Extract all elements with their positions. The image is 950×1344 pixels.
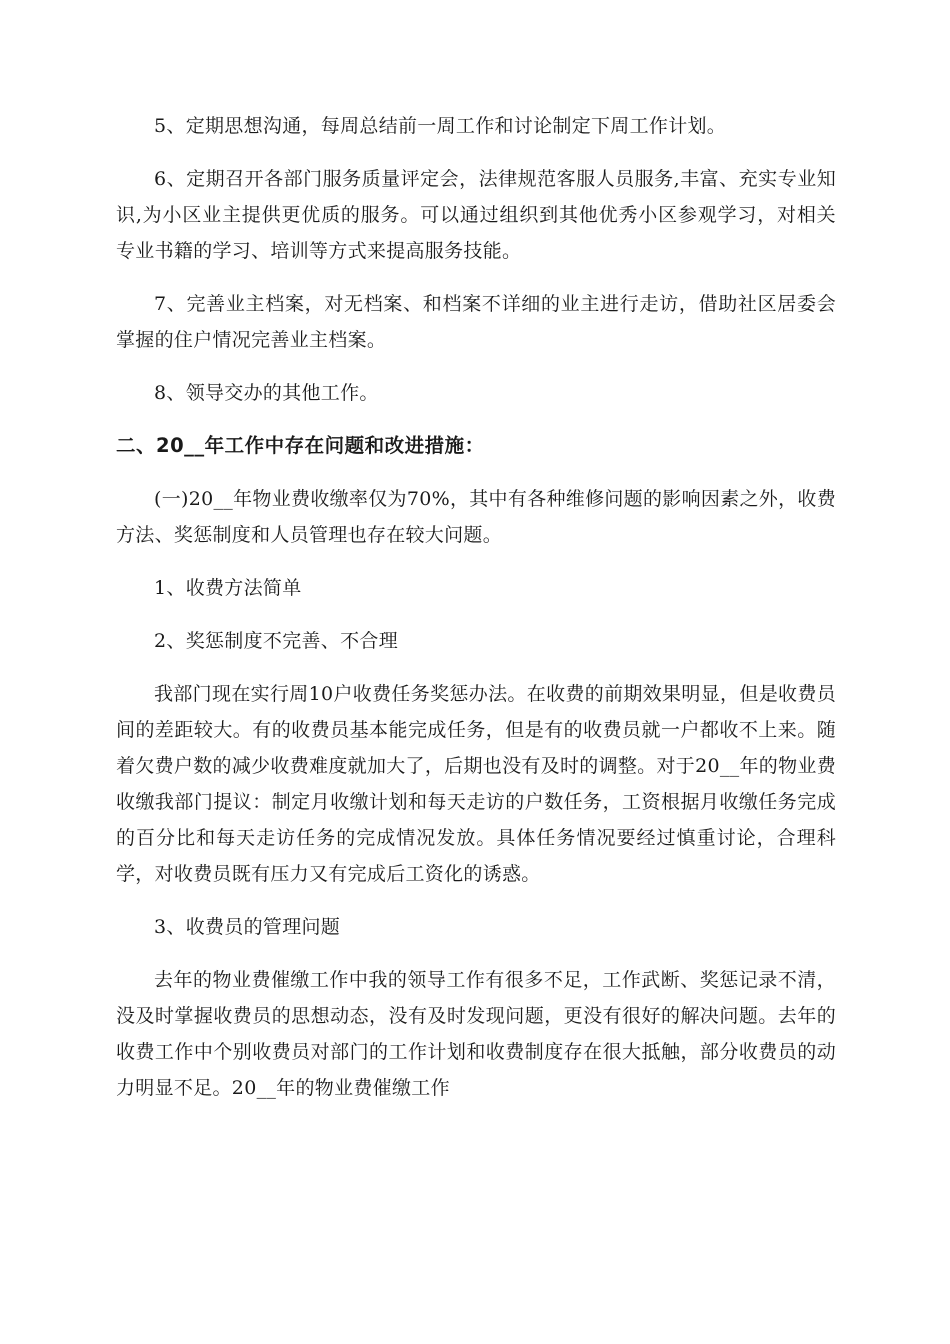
paragraph-item-6: 6、定期召开各部门服务质量评定会，法律规范客服人员服务,丰富、充实专业知识,为小区业主提供更优质的服务。可以通过组织到其他优秀小区参观学习，对相关专业书籍的学习、培训等方式来提高服务技能。 bbox=[116, 168, 836, 262]
paragraph-sub-item-1: 1、收费方法简单 bbox=[154, 577, 302, 599]
paragraph-sub-item-3: 3、收费员的管理问题 bbox=[154, 916, 341, 938]
paragraph-item-7: 7、完善业主档案，对无档案、和档案不详细的业主进行走访，借助社区居委会掌握的住户情况完善业主档案。 bbox=[116, 293, 836, 351]
paragraph-collection-rate: (一)20__年物业费收缴率仅为70%，其中有各种维修问题的影响因素之外，收费方法、奖惩制度和人员管理也存在较大问题。 bbox=[116, 488, 836, 546]
section-heading-problems: 二、20__年工作中存在问题和改进措施： bbox=[116, 434, 485, 457]
paragraph-management-issues: 去年的物业费催缴工作中我的领导工作有很多不足，工作武断、奖惩记录不清，没及时掌握收费员的思想动态，没有及时发现问题，更没有很好的解决问题。去年的收费工作中个别收费员对部门的工作计划和收费制度存在很大抵触，部分收费员的动力明显不足。20__年的物业费催缴工作 bbox=[116, 969, 836, 1099]
paragraph-sub-item-2: 2、奖惩制度不完善、不合理 bbox=[154, 630, 398, 652]
paragraph-item-5: 5、定期思想沟通，每周总结前一周工作和讨论制定下周工作计划。 bbox=[154, 115, 727, 137]
document-page bbox=[116, 108, 836, 1123]
paragraph-item-8: 8、领导交办的其他工作。 bbox=[154, 382, 379, 404]
paragraph-reward-punishment: 我部门现在实行周10户收费任务奖惩办法。在收费的前期效果明显，但是收费员间的差距较大。有的收费员基本能完成任务，但是有的收费员就一户都收不上来。随着欠费户数的减少收费难度就加大了，后期也没有及时的调整。对于20__年的物业费收缴我部门提议：制定月收缴计划和每天走访的户数任务，工资根据月收缴任务完成的百分比和每天走访任务的完成情况发放。具体任务情况要经过慎重讨论，合理科学，对收费员既有压力又有完成后工资化的诱惑。 bbox=[116, 683, 836, 885]
